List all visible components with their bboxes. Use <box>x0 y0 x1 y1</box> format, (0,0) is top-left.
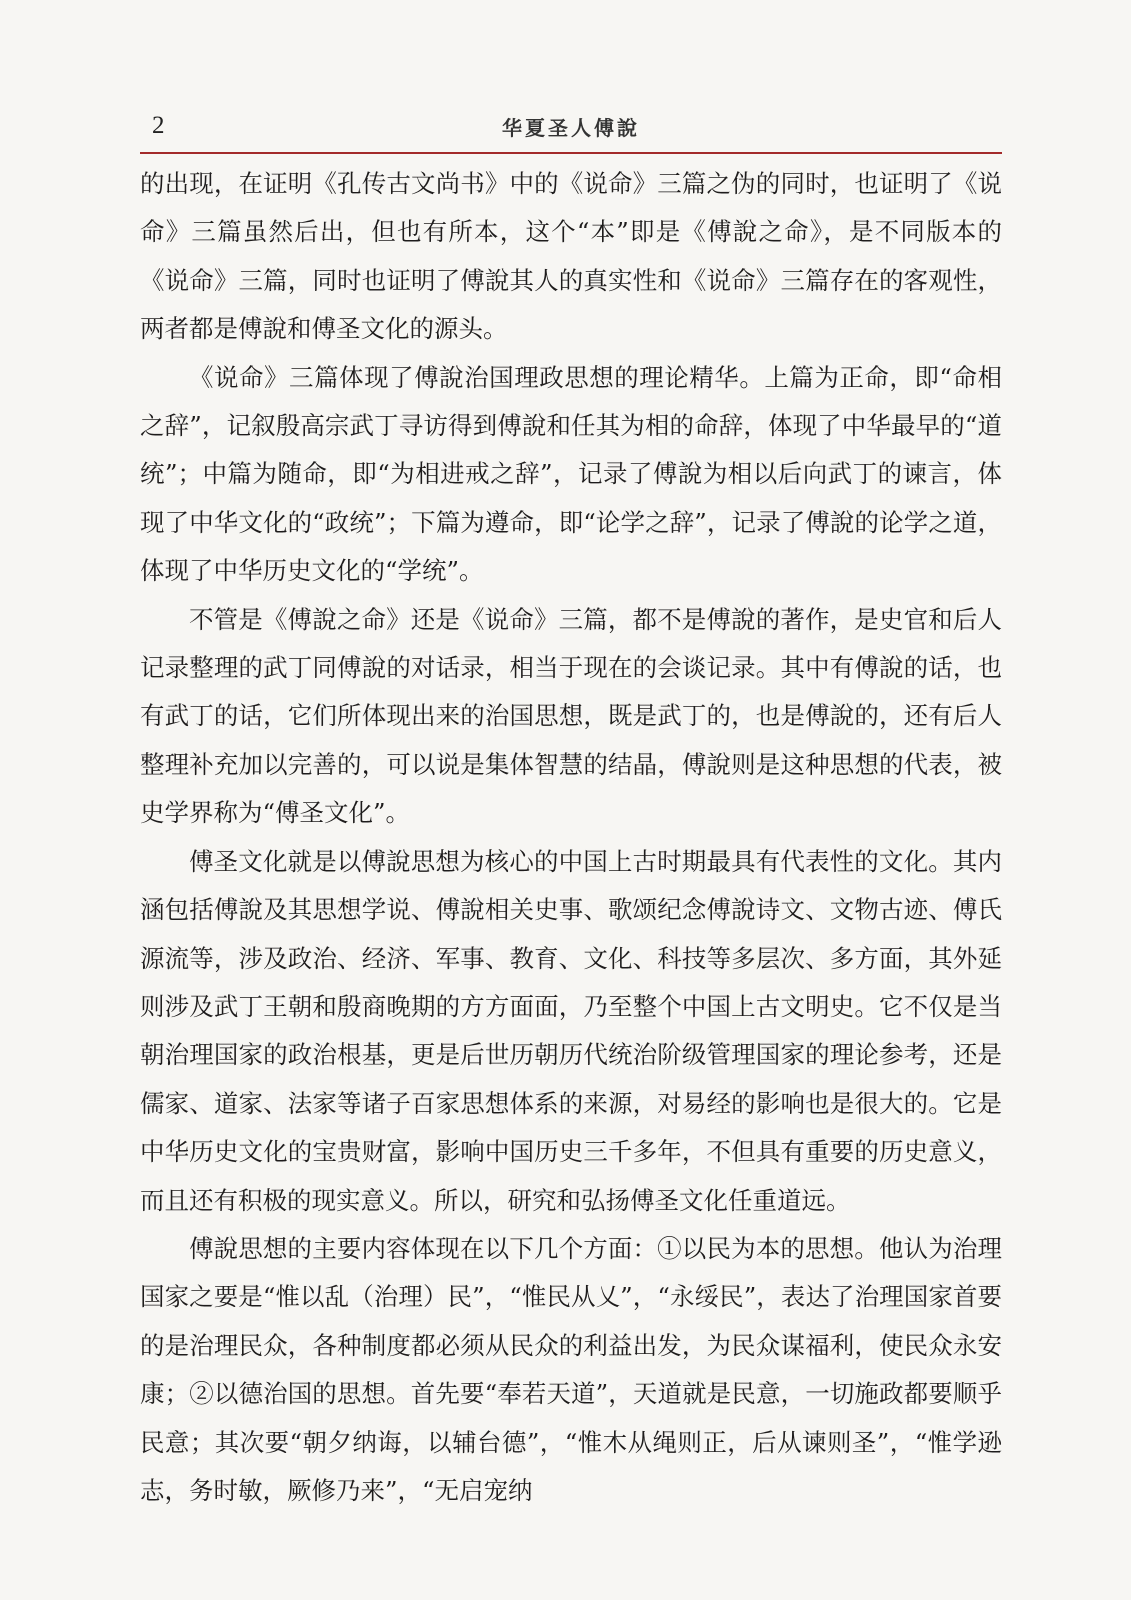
running-title: 华夏圣人傅說 <box>502 116 640 140</box>
header-divider <box>140 152 1002 154</box>
page-number: 2 <box>152 112 165 139</box>
paragraph: 《说命》三篇体现了傅說治国理政思想的理论精华。上篇为正命，即“命相之辞”，记叙殷高宗武丁寻访得到傅說和任其为相的命辞，体现了中华最早的“道统”；中篇为随命，即“为相进戒之辞”，记录了傅說为相以后向武丁的谏言，体现了中华文化的“政统”；下篇为遵命，即“论学之辞”，记录了傅說的论学之道，体现了中华历史文化的“学统”。 <box>140 362 1002 586</box>
paragraph: 不管是《傅說之命》还是《说命》三篇，都不是傅說的著作，是史官和后人记录整理的武丁同傅說的对话录，相当于现在的会谈记录。其中有傅說的话，也有武丁的话，它们所体现出来的治国思想，既是武丁的，也是傅說的，还有后人整理补充加以完善的，可以说是集体智慧的结晶，傅說则是这种思想的代表，被史学界称为“傅圣文化”。 <box>140 604 1002 828</box>
page-header <box>140 110 1002 150</box>
paragraph: 傅說思想的主要内容体现在以下几个方面：①以民为本的思想。他认为治理国家之要是“惟以乱（治理）民”，“惟民从乂”，“永绥民”，表达了治理国家首要的是治理民众，各种制度都必须从民众的利益出发，为民众谋福利，使民众永安康；②以德治国的思想。首先要“奉若天道”，天道就是民意，一切施政都要顺乎民意；其次要“朝夕纳诲，以辅台德”，“惟木从绳则正，后从谏则圣”，“惟学逊志，务时敏，厥修乃来”，“无启宠纳 <box>140 1233 1002 1505</box>
body-text <box>140 160 1002 1515</box>
paragraph: 傅圣文化就是以傅說思想为核心的中国上古时期最具有代表性的文化。其内涵包括傅說及其思想学说、傅說相关史事、歌颂纪念傅說诗文、文物古迹、傅氏源流等，涉及政治、经济、军事、教育、文化、科技等多层次、多方面，其外延则涉及武丁王朝和殷商晚期的方方面面，乃至整个中国上古文明史。它不仅是当朝治理国家的政治根基，更是后世历朝历代统治阶级管理国家的理论参考，还是儒家、道家、法家等诸子百家思想体系的来源，对易经的影响也是很大的。它是中华历史文化的宝贵财富，影响中国历史三千多年，不但具有重要的历史意义，而且还有积极的现实意义。所以，研究和弘扬傅圣文化任重道远。 <box>140 846 1002 1215</box>
paragraph-continuation: 的出现，在证明《孔传古文尚书》中的《说命》三篇之伪的同时，也证明了《说命》三篇虽然后出，但也有所本，这个“本”即是《傅說之命》，是不同版本的《说命》三篇，同时也证明了傅說其人的真实性和《说命》三篇存在的客观性，两者都是傅說和傅圣文化的源头。 <box>140 169 1002 344</box>
